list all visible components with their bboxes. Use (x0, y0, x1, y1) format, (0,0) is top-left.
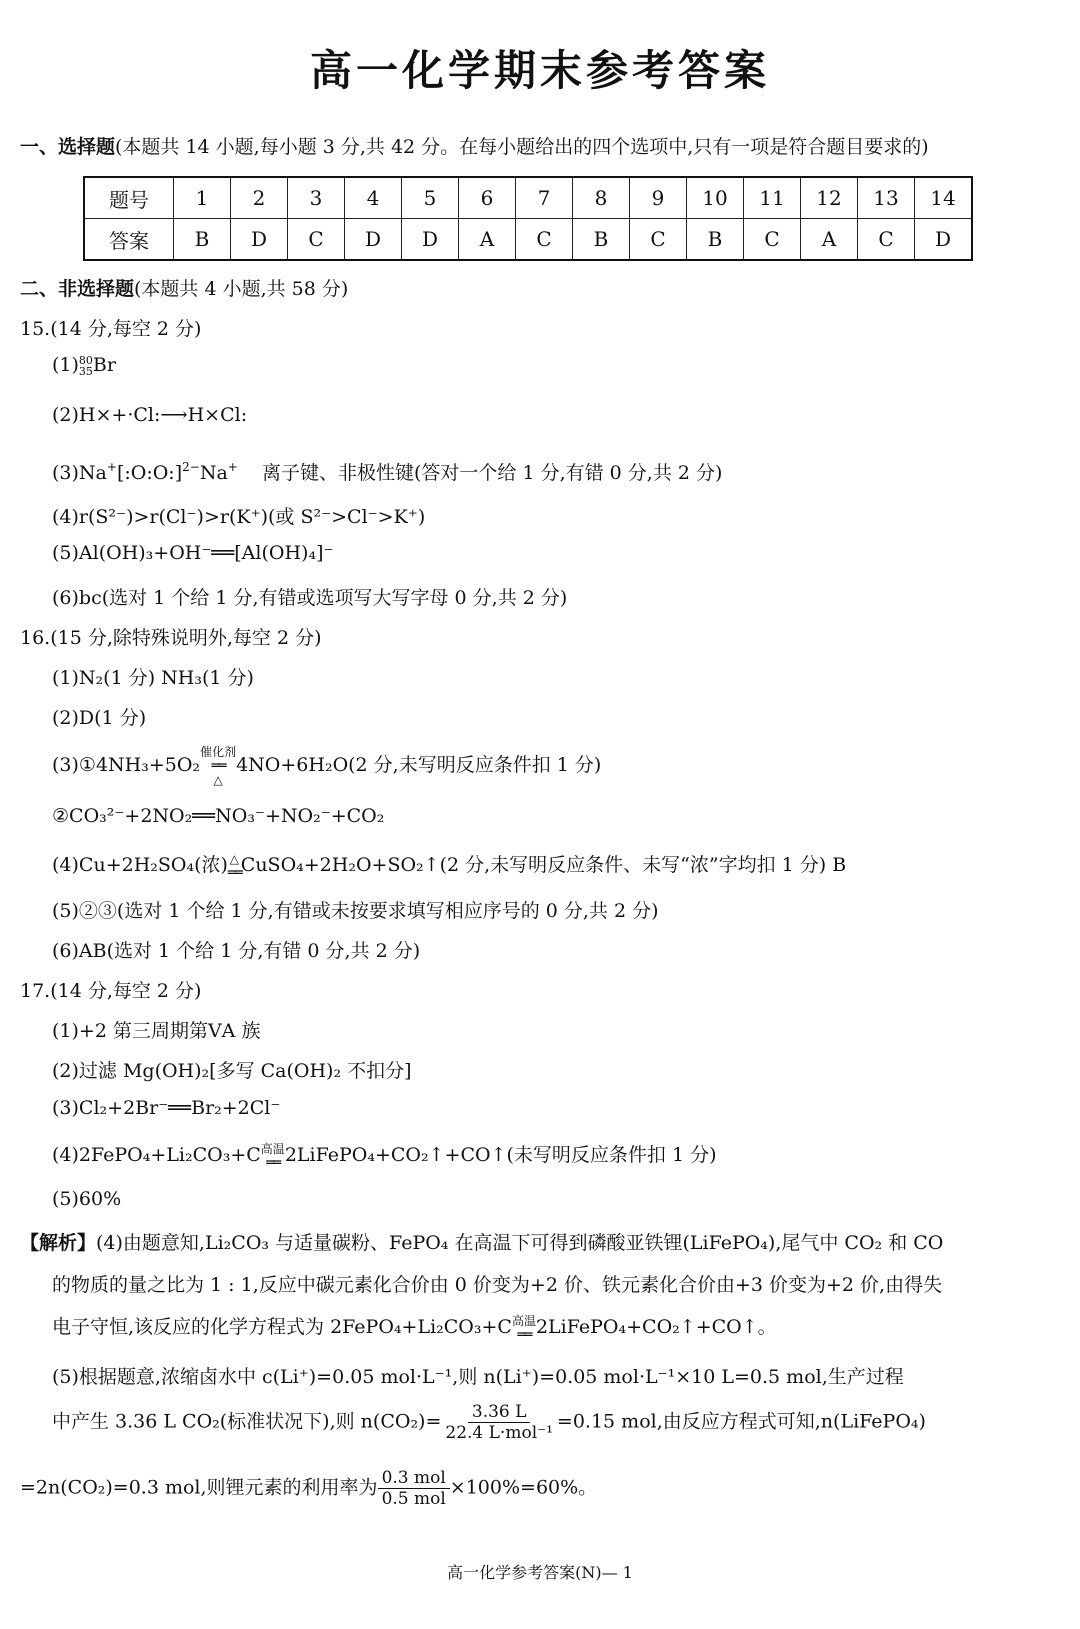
section2-header (20, 274, 348, 301)
answer-cell: C (744, 219, 801, 261)
section1-heading: 一、选择题 (20, 136, 116, 158)
question-number: 11 (744, 177, 801, 219)
question-number: 14 (915, 177, 973, 219)
answer-cell: A (459, 219, 516, 261)
q16-answer-5: (5)②③(选对 1 个给 1 分,有错或未按要求填写相应序号的 0 分,共 2 分) (52, 900, 659, 922)
analysis-line-2: 的物质的量之比为 1 : 1,反应中碳元素化合价由 0 价变为+2 价、铁元素化合价由+3 价变为+2 价,由得失 (52, 1274, 943, 1296)
question-number: 13 (858, 177, 915, 219)
answer-cell: A (801, 219, 858, 261)
q15-answer-3: (3)Na+[:O:O:]$^{2-}$Na+ 离子键、非极性键(答对一个给 1 分,有错 0 分,共 2 分) (52, 460, 723, 484)
question-number: 2 (231, 177, 288, 219)
answer-cell: C (630, 219, 687, 261)
answer-table (83, 176, 973, 261)
analysis-line-4: (5)根据题意,浓缩卤水中 c(Li⁺)=0.05 mol·L⁻¹,则 n(Li⁺)=0.05 mol·L⁻¹×10 L=0.5 mol,生产过程 (52, 1366, 904, 1388)
answer-cell: D (345, 219, 402, 261)
question-number: 1 (174, 177, 231, 219)
analysis-line-5: 中产生 3.36 L CO₂(标准状况下),则 n(CO₂)= $\frac{3.36 L}{\text{22.4 L·mol⁻¹}}$ =0.15 mol,由反应方程式可知,n(LiFePO₄) (52, 1402, 926, 1443)
answer-cell: B (174, 219, 231, 261)
section1-note: (本题共 14 小题,每小题 3 分,共 42 分。在每小题给出的四个选项中,只有一项是符合题目要求的) (115, 136, 929, 158)
reaction-condition: 高温 ══ (260, 1142, 285, 1171)
fraction: $\frac{3.36 L}{\text{22.4 L·mol⁻¹}}$ (445, 1402, 553, 1443)
section2-heading: 二、非选择题 (20, 278, 135, 300)
reaction-condition: 高温 ══ (511, 1314, 536, 1343)
question-number: 5 (402, 177, 459, 219)
q17-answer-5: (5)60% (52, 1188, 122, 1210)
q15-answer-3-note: 离子键、非极性键(答对一个给 1 分,有错 0 分,共 2 分) (262, 462, 723, 484)
q15-answer-4: (4)r(S²⁻)>r(Cl⁻)>r(K⁺)(或 S²⁻>Cl⁻>K⁺) (52, 506, 426, 528)
answer-cell: C (858, 219, 915, 261)
answer-cell: D (402, 219, 459, 261)
q17-answer-3: (3)Cl₂+2Br⁻══Br₂+2Cl⁻ (52, 1097, 281, 1119)
analysis-line-3: 电子守恒,该反应的化学方程式为 2FePO₄+Li₂CO₃+C 高温 ══ 2LiFePO₄+CO₂↑+CO↑。 (52, 1314, 777, 1343)
fraction: $\frac{\text{0.3 mol}}{\text{0.5 mol}}$ (378, 1468, 450, 1509)
answer-cell: B (573, 219, 630, 261)
reaction-condition: 催化剂 ══ △ (200, 745, 237, 787)
q16-answer-6: (6)AB(选对 1 个给 1 分,有错 0 分,共 2 分) (52, 940, 421, 962)
answer-cell: C (516, 219, 573, 261)
q16-answer-3: (3)①4NH₃+5O₂ 催化剂 ══ △ 4NO+6H₂O(2 分,未写明反应条件扣 1 分) (52, 745, 602, 787)
question-number: 12 (801, 177, 858, 219)
q15-answer-6: (6)bc(选对 1 个给 1 分,有错或选项写大写字母 0 分,共 2 分) (52, 587, 568, 609)
q17-answer-2: (2)过滤 Mg(OH)₂[多写 Ca(OH)₂ 不扣分] (52, 1060, 412, 1082)
section1-header (20, 132, 929, 159)
question-number: 8 (573, 177, 630, 219)
answer-cell: D (915, 219, 973, 261)
q15-heading: 15.(14 分,每空 2 分) (20, 318, 202, 340)
question-number: 7 (516, 177, 573, 219)
answer-cell: D (231, 219, 288, 261)
page-footer: 高一化学参考答案(N)— 1 (447, 1563, 633, 1582)
reaction-condition: △ ══ (227, 852, 241, 881)
q17-answer-4: (4)2FePO₄+Li₂CO₃+C 高温 ══ 2LiFePO₄+CO₂↑+CO↑(未写明反应条件扣 1 分) (52, 1142, 717, 1171)
q17-heading: 17.(14 分,每空 2 分) (20, 980, 202, 1002)
row-label-number: 题号 (84, 177, 174, 219)
q16-answer-3b: ②CO₃²⁻+2NO₂══NO₃⁻+NO₂⁻+CO₂ (52, 805, 385, 827)
answer-cell: B (687, 219, 744, 261)
question-number: 3 (288, 177, 345, 219)
analysis-tag: 【解析】 (20, 1232, 97, 1254)
question-number: 4 (345, 177, 402, 219)
q16-answer-2: (2)D(1 分) (52, 707, 147, 729)
page-title: 高一化学期末参考答案 (309, 46, 770, 95)
section2-note: (本题共 4 小题,共 58 分) (134, 278, 349, 300)
table-row-answers (84, 219, 972, 261)
analysis-line-6: =2n(CO₂)=0.3 mol,则锂元素的利用率为 $\frac{\text{0.3 mol}}{\text{0.5 mol}}$ ×100%=60%。 (20, 1468, 598, 1509)
table-row-numbers (84, 177, 972, 219)
q16-heading: 16.(15 分,除特殊说明外,每空 2 分) (20, 627, 322, 649)
question-number: 10 (687, 177, 744, 219)
q15-answer-1: (1) 80 35 Br (52, 354, 116, 378)
q16-answer-4: (4)Cu+2H₂SO₄(浓) △ ══ CuSO₄+2H₂O+SO₂↑(2 分,未写明反应条件、未写“浓”字均扣 1 分) B (52, 852, 847, 881)
question-number: 6 (459, 177, 516, 219)
question-number: 9 (630, 177, 687, 219)
q16-answer-1: (1)N₂(1 分) NH₃(1 分) (52, 667, 254, 689)
analysis-line-1: 【解析】(4)由题意知,Li₂CO₃ 与适量碳粉、FePO₄ 在高温下可得到磷酸亚铁锂(LiFePO₄),尾气中 CO₂ 和 CO (20, 1232, 944, 1254)
q15-answer-2: (2)H×+·Cl:⟶H×Cl: (52, 404, 248, 426)
q17-answer-1: (1)+2 第三周期第ⅤA 族 (52, 1020, 261, 1042)
isotope-numbers: 80 35 (78, 354, 93, 378)
answer-cell: C (288, 219, 345, 261)
row-label-answer: 答案 (84, 219, 174, 261)
q15-answer-5: (5)Al(OH)₃+OH⁻══[Al(OH)₄]⁻ (52, 542, 334, 564)
